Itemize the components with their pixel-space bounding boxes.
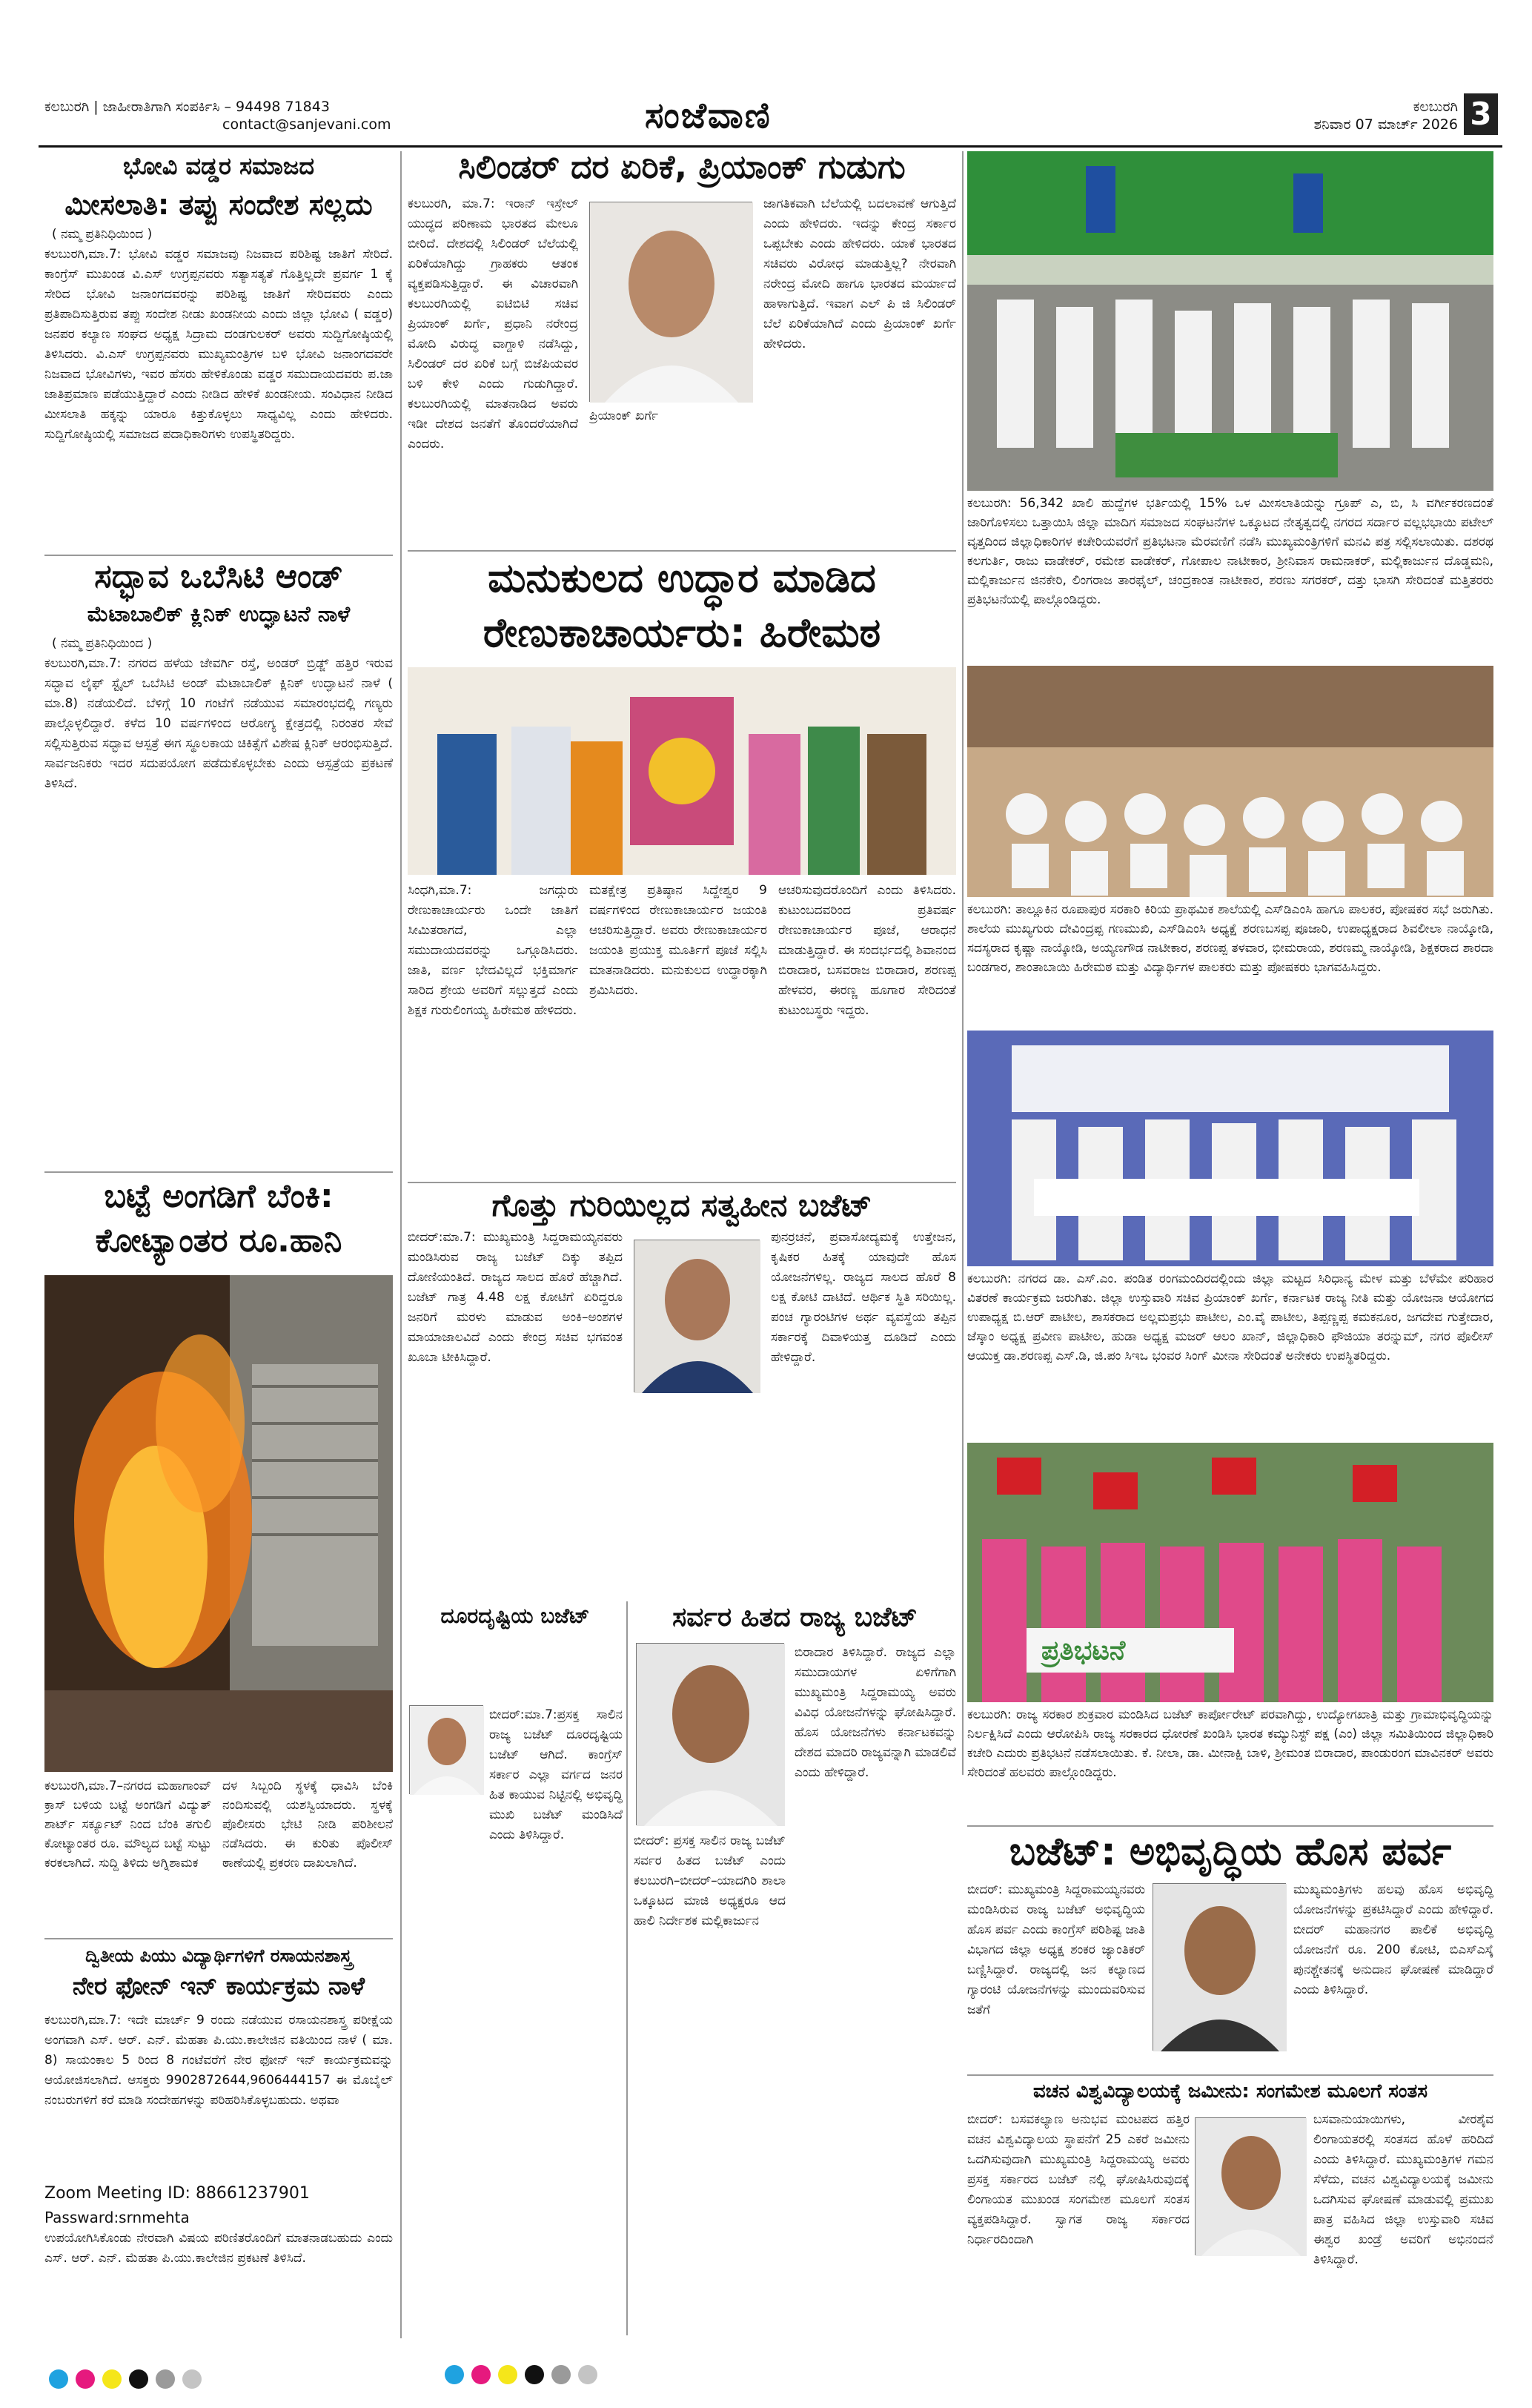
yellow-dot: [102, 2369, 122, 2389]
bhovi-kicker: ಭೋವಿ ವಡ್ಡರ ಸಮಾಜದ: [122, 152, 315, 180]
pu-zoom-id: Zoom Meeting ID: 88661237901: [44, 2184, 310, 2203]
protest-caption: ಕಲಬುರಗಿ: 56,342 ಖಾಲಿ ಹುದ್ದೆಗಳ ಭರ್ತಿಯಲ್ಲಿ 15% ಒಳ ಮೀಸಲಾತಿಯನ್ನು ಗ್ರೂಪ್ ಎ, ಬಿ, ಸಿ ವರ್ಗೀಕರಣದಂತೆ ಜಾರಿಗೊಳಿಸಲು ಒತ್ತಾಯಿಸಿ ಜಿಲ್ಲಾ ಮಾದಿಗ ಸಮಾಜದ ಸಂಘಟನೆಗಳ ಒಕ್ಕೂಟದ ನೇತೃತ್ವದಲ್ಲಿ ನಗರದ ಸರ್ದಾರ ವಲ್ಲಭಭಾಯಿ ಪಟೇಲ್ ವೃತ್ತದಿಂದ ಜಿಲ್ಲಾಧಿಕಾರಿಗಳ ಕಚೇರಿಯವರೆಗೆ ಪ್ರತಿಭಟನಾ ಮೆರವಣಿಗೆ ನಡೆಸಿ ಮುಖ್ಯಮಂತ್ರಿಗಳಿಗೆ ಮನವಿ ಪತ್ರ ಸಲ್ಲಿಸಲಾಯಿತು. ದಶರಥ ಕಲಗುರ್ತಿ, ರಾಜು ವಾಡೇಕರ್, ರಮೇಶ ವಾಡೇಕರ್, ಗೋಪಾಲ ನಾಟೀಕಾರ, ಶ್ರೀನಿವಾಸ ರಾಮನಾಕರ್, ಮಲ್ಲಿಕಾರ್ಜುನ ದೊಡ್ಡಮನಿ, ಮಲ್ಲಿಕಾರ್ಜುನ ಜಿನಕೇರಿ, ಲಿಂಗರಾಜ ತಾರಫೈಲ್, ಚಂದ್ರಕಾಂತ ನಾಟೀಕಾರ, ಶರಣು ಸಗರಕರ್, ದತ್ತು ಭಾಸಗಿ ಸೇರಿದಂತೆ ಮತ್ತಿತರರು ಪ್ರತಿಭಟನೆಯಲ್ಲಿ ಪಾಲ್ಗೊಂಡಿದ್ದರು.: [967, 496, 1493, 607]
page-number: 3: [1464, 93, 1498, 135]
grey-dot: [551, 2365, 571, 2384]
renuka-body-a: ಸಿಂಧಗಿ,ಮಾ.7: ಜಗದ್ಗುರು ರೇಣುಕಾಚಾರ್ಯರು ಒಂದೇ ಜಾತಿಗೆ ಸೀಮಿತರಾಗದೆ, ಎಲ್ಲಾ ಸಮುದಾಯದವರನ್ನು ಒಗ್ಗೂಡಿಸಿದರು. ಜಾತಿ, ವರ್ಣ ಭೇದವಿಲ್ಲದೆ ಭಕ್ತಿಮಾರ್ಗ ಸಾರಿದ ಶ್ರೇಯ ಅವರಿಗೆ ಸಲ್ಲುತ್ತದೆ ಎಂದು ಶಿಕ್ಷಕ ಗುರುಲಿಂಗಯ್ಯ ಹಿರೇಮಠ ಹೇಳಿದರು.: [408, 883, 578, 1018]
school-photo: [967, 666, 1493, 897]
fire-caption-b: ದಳ ಸಿಬ್ಬಂದಿ ಸ್ಥಳಕ್ಕೆ ಧಾವಿಸಿ ಬೆಂಕಿ ನಂದಿಸುವಲ್ಲಿ ಯಶಸ್ವಿಯಾದರು. ಸ್ಥಳಕ್ಕೆ ಪೊಲೀಸರು ಭೇಟಿ ನೀಡಿ ಪರಿಶೀಲನೆ ನಡೆಸಿದರು. ಈ ಕುರಿತು ಪೊಲೀಸ್ ಠಾಣೆಯಲ್ಲಿ ಪ್ರಕರಣ ದಾಖಲಾಗಿದೆ.: [222, 1779, 393, 1870]
khuba-photo: [634, 1240, 760, 1392]
group-photo-graphic: [408, 667, 956, 875]
fire-photo: [44, 1275, 393, 1772]
column-rule: [962, 151, 964, 1775]
black-dot: [525, 2365, 544, 2384]
pu-password: Passward:srnmehta: [44, 2209, 190, 2226]
renuka-headline-1: ಮನುಕುಲದ ಉದ್ಧಾರ ಮಾಡಿದ: [488, 555, 876, 601]
masthead-email: contact@sanjevani.com: [222, 116, 391, 133]
masthead-left: [44, 98, 391, 133]
renuka-headline-2: ರೇಣುಕಾಚಾರ್ಯರು: ಹಿರೇಮಠ: [483, 609, 881, 656]
portrait-graphic: [1153, 1884, 1287, 2051]
durdrushti-body-text: ಬೀದರ್:ಮಾ.7:ಪ್ರಸಕ್ತ ಸಾಲಿನ ರಾಜ್ಯ ಬಜೆಟ್ ದೂರದೃಷ್ಟಿಯ ಬಜೆಟ್ ಆಗಿದೆ. ಕಾಂಗ್ರೆಸ್ ಸರ್ಕಾರ ಎಲ್ಲಾ ವರ್ಗದ ಜನರ ಹಿತ ಕಾಯುವ ನಿಟ್ಟಿನಲ್ಲಿ ಅಭಿವೃದ್ಧಿ ಮುಖಿ ಬಜೆಟ್ ಮಂಡಿಸಿದೆ ಎಂದು ತಿಳಿಸಿದ್ದಾರೆ.: [489, 1707, 623, 1842]
pu-body: ಕಲಬುರಗಿ,ಮಾ.7: ಇದೇ ಮಾರ್ಚ್ 9 ರಂದು ನಡೆಯುವ ರಸಾಯನಶಾಸ್ತ್ರ ಪರೀಕ್ಷೆಯ ಅಂಗವಾಗಿ ಎಸ್. ಆರ್. ಎನ್. ಮೆಹತಾ ಪಿ.ಯು.ಕಾಲೇಜಿನ ವತಿಯಿಂದ ನಾಳೆ ( ಮಾ. 8) ಸಾಯಂಕಾಲ 5 ರಿಂದ 8 ಗಂಟೆವರೆಗೆ ನೇರ ಫೋನ್ ಇನ್ ಕಾರ್ಯಕ್ರಮವನ್ನು ಆಯೋಜಿಸಲಾಗಿದೆ. ಆಸಕ್ತರು 9902872644,9606444157 ಈ ಮೊಬೈಲ್ ನಂಬರುಗಳಿಗೆ ಕರೆ ಮಾಡಿ ಸಂದೇಹಗಳನ್ನು ಪರಿಹರಿಸಿಕೊಳ್ಳಬಹುದು. ಅಥವಾ: [44, 2013, 393, 2108]
budget-weak-headline: ಗೊತ್ತು ಗುರಿಯಿಲ್ಲದ ಸತ್ವಹೀನ ಬಜೆಟ್: [491, 1187, 872, 1223]
sadbhav-subhead: ಮೆಟಾಬಾಲಿಕ್ ಕ್ಲಿನಿಕ್ ಉದ್ಘಾಟನೆ ನಾಳೆ: [87, 601, 351, 626]
cyan-dot: [49, 2369, 68, 2389]
sarvara-body-a: ಬೀದರ್: ಪ್ರಸಕ್ತ ಸಾಲಿನ ರಾಜ್ಯ ಬಜೆಟ್ ಸರ್ವರ ಹಿತದ ಬಜೆಟ್ ಎಂದು ಕಲಬುರಗಿ–ಬೀದರ್–ಯಾದಗಿರಿ ಶಾಲಾ ಒಕ್ಕೂಟದ ಮಾಜಿ ಅಧ್ಯಕ್ಷರೂ ಆದ ಹಾಲಿ ನಿರ್ದೇಶಕ ಮಲ್ಲಿಕಾರ್ಜುನ: [634, 1833, 786, 1928]
portrait-graphic: [590, 202, 753, 403]
rally-caption: ಕಲಬುರಗಿ: ರಾಜ್ಯ ಸರಕಾರ ಶುಕ್ರವಾರ ಮಂಡಿಸಿದ ಬಜೆಟ್ ಕಾರ್ಪೋರೇಟ್ ಪರವಾಗಿದ್ದು, ಉದ್ಯೋಗಖಾತ್ರಿ ಮತ್ತು ಗ್ರಾಮಾಭಿವೃದ್ಧಿಯನ್ನು ನಿರ್ಲಕ್ಷಿಸಿದೆ ಎಂದು ಆರೋಪಿಸಿ ರಾಜ್ಯ ಸರಕಾರದ ಧೋರಣೆ ಖಂಡಿಸಿ ಭಾರತ ಕಮ್ಯುನಿಸ್ಟ್ ಪಕ್ಷ (ಎಂ) ಜಿಲ್ಲಾ ಸಮಿತಿಯಿಂದ ಜಿಲ್ಲಾಧಿಕಾರಿ ಕಚೇರಿ ಎದುರು ಪ್ರತಿಭಟನೆ ನಡೆಸಲಾಯಿತು. ಕೆ. ನೀಲಾ, ಡಾ. ಮೀನಾಕ್ಷಿ ಬಾಳಿ, ಶ್ರೀಮಂತ ಬಿರಾದಾರ, ಪಾಂಡುರಂಗ ಮಾವಿನಕರ್ ಅವರು ಸೇರಿದಂತೆ ಹಲವರು ಪಾಲ್ಗೊಂಡಿದ್ದರು.: [967, 1707, 1493, 1780]
event-photo: [967, 1031, 1493, 1266]
pu-headline-1: ದ್ವಿತೀಯ ಪಿಯು ವಿದ್ಯಾರ್ಥಿಗಳಿಗೆ ರಸಾಯನಶಾಸ್ತ್ರ: [85, 1945, 352, 1966]
cylinder-headline: ಸಿಲಿಂಡರ್ ದರ ಏರಿಕೆ, ಪ್ರಿಯಾಂಕ್ ಗುಡುಗು: [458, 148, 906, 186]
portrait-graphic: [634, 1240, 760, 1393]
school-caption: ಕಲಬುರಗಿ: ತಾಲ್ಲೂಕಿನ ರೂಪಾಪುರ ಸರಕಾರಿ ಕಿರಿಯ ಪ್ರಾಥಮಿಕ ಶಾಲೆಯಲ್ಲಿ ಎಸ್‌ಡಿಎಂಸಿ ಹಾಗೂ ಪಾಲಕರ, ಪೋಷಕರ ಸಭೆ ಜರುಗಿತು. ಶಾಲೆಯ ಮುಖ್ಯಗುರು ದೇವಿಂದ್ರಪ್ಪ ಗಣಮುಖಿ, ಎಸ್‌ಡಿಎಂಸಿ ಅಧ್ಯಕ್ಷೆ ಶರಣಬಸಪ್ಪ ಪೂಜಾರಿ, ಉಪಾಧ್ಯಕ್ಷರಾದ ಶಿವಲೀಲಾ ನಾಯ್ಕೋಡಿ, ಸದಸ್ಯರಾದ ಕೃಷ್ಣಾ ನಾಯ್ಕೋಡಿ, ಅಯ್ಯಣಗೌಡ ನಾಟೀಕಾರ, ಶರಣಪ್ಪ ತಳವಾರ, ಭೀಮರಾಯ, ಶರಣಮ್ಮ ನಾಯ್ಕೋಡಿ, ಶಿಕ್ಷಕರಾದ ಶಾರದಾ ಬಂಡಗಾರ, ಶಾಂತಾಬಾಯಿ ಹಿರೇಮಠ ಮತ್ತು ವಿದ್ಯಾರ್ಥಿಗಳ ಪಾಲಕರು ಮತ್ತು ಪೋಷಕರು ಭಾಗವಹಿಸಿದ್ದರು.: [967, 902, 1493, 975]
vachana-body-b: ಬಸವಾನುಯಾಯಿಗಳು, ವೀರಶೈವ ಲಿಂಗಾಯತರಲ್ಲಿ ಸಂತಸದ ಹೊಳೆ ಹರಿದಿದೆ ಎಂದು ತಿಳಿಸಿದ್ದಾರೆ. ಮುಖ್ಯಮಂತ್ರಿಗಳ ಗಮನ ಸೆಳೆದು, ವಚನ ವಿಶ್ವವಿದ್ಯಾಲಯಕ್ಕೆ ಜಮೀನು ಒದಗಿಸುವ ಘೋಷಣೆ ಮಾಡುವಲ್ಲಿ ಪ್ರಮುಖ ಪಾತ್ರ ವಹಿಸಿದ ಜಿಲ್ಲಾ ಉಸ್ತುವಾರಿ ಸಚಿವ ಈಶ್ವರ ಖಂಡ್ರೆ ಅವರಿಗೆ ಅಭಿನಂದನೆ ತಿಳಿಸಿದ್ದಾರೆ.: [1313, 2112, 1493, 2267]
bhovi-headline: ಮೀಸಲಾತಿ: ತಪ್ಪು ಸಂದೇಶ ಸಲ್ಲದು: [64, 188, 373, 221]
divider: [44, 1938, 393, 1939]
budget-weak-body-a: ಬೀದರ್:ಮಾ.7: ಮುಖ್ಯಮಂತ್ರಿ ಸಿದ್ದರಾಮಯ್ಯನವರು ಮಂಡಿಸಿರುವ ರಾಜ್ಯ ಬಜೆಟ್ ದಿಕ್ಕು ತಪ್ಪಿದ ದೋಣಿಯಂತಿದೆ. ರಾಜ್ಯದ ಸಾಲದ ಹೊರೆ ಹೆಚ್ಚಾಗಿದೆ. ಬಜೆಟ್ ಗಾತ್ರ 4.48 ಲಕ್ಷ ಕೋಟಿಗೆ ಏರಿದ್ದರೂ ಜನರಿಗೆ ಮರಳು ಮಾಡುವ ಅಂಕಿ–ಅಂಶಗಳ ಮಾಯಾಜಾಲವಿದೆ ಎಂದು ಕೇಂದ್ರ ಸಚಿವ ಭಗವಂತ ಖೂಬಾ ಟೀಕಿಸಿದ್ದಾರೆ.: [408, 1230, 623, 1365]
black-dot: [129, 2369, 148, 2389]
protest-photo-graphic: [967, 151, 1493, 491]
registration-dots-left: [49, 2369, 202, 2389]
sarvara-photo: [636, 1643, 784, 1825]
fire-headline-1: ಬಟ್ಟೆ ಅಂಗಡಿಗೆ ಬೆಂಕಿ:: [104, 1177, 334, 1215]
sangamesh-photo: [1195, 2117, 1306, 2255]
divider: [44, 1171, 393, 1173]
yellow-dot: [498, 2365, 517, 2384]
sarvara-body-b: ಬಿರಾದಾರ ತಿಳಿಸಿದ್ದಾರೆ. ರಾಜ್ಯದ ಎಲ್ಲಾ ಸಮುದಾಯಗಳ ಏಳಿಗೆಗಾಗಿ ಮುಖ್ಯಮಂತ್ರಿ ಸಿದ್ದರಾಮಯ್ಯ ಅವರು ವಿವಿಧ ಯೋಜನೆಗಳನ್ನು ಘೋಷಿಸಿದ್ದಾರೆ. ಹೊಸ ಯೋಜನೆಗಳು ಕರ್ನಾಟಕವನ್ನು ದೇಶದ ಮಾದರಿ ರಾಜ್ಯವನ್ನಾಗಿ ಮಾಡಲಿವೆ ಎಂದು ಹೇಳಿದ್ದಾರೆ.: [795, 1645, 956, 1780]
grey-dot: [182, 2369, 202, 2389]
event-caption: ಕಲಬುರಗಿ: ನಗರದ ಡಾ. ಎಸ್.ಎಂ. ಪಂಡಿತ ರಂಗಮಂದಿರದಲ್ಲಿಂದು ಜಿಲ್ಲಾ ಮಟ್ಟದ ಸಿರಿಧಾನ್ಯ ಮೇಳ ಮತ್ತು ಬೆಳೆಮೇ ಪರಿಹಾರ ವಿತರಣೆ ಕಾರ್ಯಕ್ರಮ ಜರುಗಿತು. ಜಿಲ್ಲಾ ಉಸ್ತುವಾರಿ ಸಚಿವ ಪ್ರಿಯಾಂಕ್ ಖರ್ಗೆ, ಕರ್ನಾಟಕ ರಾಜ್ಯ ನೀತಿ ಮತ್ತು ಯೋಜನಾ ಆಯೋಗದ ಉಪಾಧ್ಯಕ್ಷ ಬಿ.ಆರ್ ಪಾಟೀಲ, ಶಾಸಕರಾದ ಅಲ್ಲಮಪ್ರಭು ಪಾಟೀಲ, ಎಂ.ವೈ ಪಾಟೀಲ, ತಿಪ್ಪಣ್ಣಪ್ಪ ಕಮಕನೂರ, ಜಗದೇವ ಗುತ್ತೇದಾರ, ಜೆಸ್ಕಾಂ ಅಧ್ಯಕ್ಷ ಪ್ರವೀಣ ಪಾಟೀಲ, ಹುಡಾ ಅಧ್ಯಕ್ಷ ಮಜರ್ ಆಲಂ ಖಾನ್, ಜಿಲ್ಲಾಧಿಕಾರಿ ಫೌಜಿಯಾ ತರನ್ನುಮ್, ನಗರ ಪೊಲೀಸ್ ಆಯುಕ್ತ ಡಾ.ಶರಣಪ್ಪ ಎಸ್.ಡಿ, ಜಿ.ಪಂ ಸಿಇಒ ಭಂವರ ಸಿಂಗ್ ಮೀನಾ ಸೇರಿದಂತೆ ಅನೇಕರು ಉಪಸ್ಥಿತರಿದ್ದರು.: [967, 1271, 1493, 1363]
masthead-right: [1314, 98, 1458, 133]
priyank-photo: [589, 202, 752, 402]
sadbhav-headline: ಸದ್ಭಾವ ಒಬೆಸಿಟಿ ಆಂಡ್: [94, 558, 343, 595]
durdrushti-headline: ದೂರದೃಷ್ಟಿಯ ಬಜೆಟ್: [440, 1604, 590, 1628]
magenta-dot: [76, 2369, 95, 2389]
renuka-body-b: ಮತಕ್ಷೇತ್ರ ಪ್ರತಿಷ್ಠಾನ ಸಿದ್ದೇಶ್ವರ 9 ವರ್ಷಗಳಿಂದ ರೇಣುಕಾಚಾರ್ಯರ ಜಯಂತಿ ಆಚರಿಸುತ್ತಿದ್ದಾರೆ. ಅವರು ರೇಣುಕಾಚಾರ್ಯರ ಜಯಂತಿ ಪ್ರಯುಕ್ತ ಮೂರ್ತಿಗೆ ಪೂಜೆ ಸಲ್ಲಿಸಿ ಮಾತನಾಡಿದರು. ಮನುಕುಲದ ಉದ್ಧಾರಕ್ಕಾಗಿ ಶ್ರಮಿಸಿದರು.: [589, 883, 767, 998]
portrait-graphic: [1196, 2118, 1307, 2256]
protest-photo: [967, 151, 1493, 491]
fire-caption-a: ಕಲಬುರಗಿ,ಮಾ.7–ನಗರದ ಮಹಾಗಾಂವ್ ಕ್ರಾಸ್ ಬಳಿಯ ಬಟ್ಟೆ ಅಂಗಡಿಗೆ ವಿದ್ಯುತ್ ಶಾರ್ಟ್ ಸರ್ಕ್ಯೂಟ್ ನಿಂದ ಬೆಂಕಿ ತಗುಲಿ ಕೋಟ್ಯಾಂತರ ರೂ. ಮೌಲ್ಯದ ಬಟ್ಟೆ ಸುಟ್ಟು ಕರಕಲಾಗಿದೆ. ಸುದ್ದಿ ತಿಳಿದು ಅಗ್ನಿಶಾಮಕ: [44, 1779, 211, 1870]
bhovi-body: ಕಲಬುರಗಿ,ಮಾ.7: ಭೋವಿ ವಡ್ಡರ ಸಮಾಜವು ನಿಜವಾದ ಪರಿಶಿಷ್ಟ ಜಾತಿಗೆ ಸೇರಿದೆ. ಕಾಂಗ್ರೆಸ್ ಮುಖಂಡ ವಿ.ಎಸ್ ಉಗ್ರಪ್ಪನವರು ಸತ್ಯಾಸತ್ಯತೆ ಗೊತ್ತಿಲ್ಲದೇ ಪ್ರವರ್ಗ 1 ಕ್ಕೆ ಸೇರಿದ ಭೋವಿ ಜನಾಂಗದವರನ್ನು ಪರಿಶಿಷ್ಟ ಜಾತಿಗೆ ಸೇರಿದವರು ಎಂದು ಪ್ರತಿಪಾದಿಸುತ್ತಿರುವ ತಪ್ಪು ಸಂದೇಶ ನೀಡು ಖಂಡನೀಯ ಎಂದು ಜಿಲ್ಲಾ ಭೋವಿ ( ವಡ್ಡರ) ಜನಪರ ಕಲ್ಯಾಣ ಸಂಘದ ಅಧ್ಯಕ್ಷ ಸಿದ್ರಾಮ ದಂಡಗುಲಕರ್ ಅವರು ಸುದ್ದಿಗೋಷ್ಠಿಯಲ್ಲಿ ತಿಳಿಸಿದರು. ವಿ.ಎಸ್ ಉಗ್ರಪ್ಪನವರು ಮುಖ್ಯಮಂತ್ರಿಗಳ ಬಳಿ ಭೋವಿ ಜನಾಂಗದವರೇ ನಿಜವಾದ ಭೋವಿಗಳು, ಇವರ ಹೆಸರು ಹೇಳಿಕೊಂಡು ವಡ್ಡರ ಸಮುದಾಯದವರು ಪ.ಜಾ ಜಾತಿಪ್ರಮಾಣ ಪಡೆಯುತ್ತಿದ್ದಾರೆ ಎಂದು ನೀಡಿದ ಹೇಳಿಕೆ ಖಂಡನೀಯ. ಸಂವಿಧಾನ ನೀಡಿದ ಮೀಸಲಾತಿ ಹಕ್ಕನ್ನು ಯಾರೂ ಕಿತ್ತುಕೊಳ್ಳಲು ಸಾಧ್ಯವಿಲ್ಲ ಎಂದು ಹೇಳಿದರು. ಸುದ್ದಿಗೋಷ್ಠಿಯಲ್ಲಿ ಸಮಾಜದ ಪದಾಧಿಕಾರಿಗಳು ಉಪಸ್ಥಿತರಿದ್ದರು.: [44, 247, 393, 442]
column-rule: [626, 1601, 628, 2335]
budget-weak-body-b: ಪುನರ್ರಚನೆ, ಪ್ರವಾಸೋದ್ಯಮಕ್ಕೆ ಉತ್ತೇಜನ, ಕೃಷಿಕರ ಹಿತಕ್ಕೆ ಯಾವುದೇ ಹೊಸ ಯೋಜನೆಗಳಿಲ್ಲ. ರಾಜ್ಯದ ಸಾಲದ ಹೊರೆ 8 ಲಕ್ಷ ಕೋಟಿ ದಾಟಿದೆ. ಆರ್ಥಿಕ ಸ್ಥಿತಿ ಸರಿಯಿಲ್ಲ. ಪಂಚ ಗ್ಯಾರಂಟಿಗಳ ಅರ್ಥ ವ್ಯವಸ್ಥೆಯ ತಪ್ಪಿನ ಸರ್ಕಾರಕ್ಕೆ ದಿವಾಳಿಯತ್ತ ದೂಡಿದೆ ಎಂದು ಹೇಳಿದ್ದಾರೆ.: [771, 1230, 956, 1365]
rally-photo-graphic: [967, 1443, 1493, 1702]
renuka-photo: [408, 667, 956, 875]
shankar-photo: [1153, 1883, 1286, 2051]
column-rule: [400, 151, 402, 2338]
pu-tail: ಉಪಯೋಗಿಸಿಕೊಂಡು ನೇರವಾಗಿ ವಿಷಯ ಪರಿಣಿತರೊಂದಿಗೆ ಮಾತನಾಡಬಹುದು ಎಂದು ಎಸ್. ಆರ್. ಎನ್. ಮೆಹತಾ ಪಿ.ಯು.ಕಾಲೇಜಿನ ಪ್ರಕಟಣೆ ತಿಳಿಸಿದೆ.: [44, 2231, 393, 2266]
abhivruddhi-body-b: ಮುಖ್ಯಮಂತ್ರಿಗಳು ಹಲವು ಹೊಸ ಅಭಿವೃದ್ಧಿ ಯೋಜನೆಗಳನ್ನು ಪ್ರಕಟಿಸಿದ್ದಾರೆ ಎಂದು ಹೇಳಿದ್ದಾರೆ. ಬೀದರ್ ಮಹಾನಗರ ಪಾಲಿಕೆ ಅಭಿವೃದ್ಧಿ ಯೋಜನೆಗೆ ರೂ. 200 ಕೋಟಿ, ಬಿಎಸ್ಎಸ್ಕೆ ಪುನಶ್ಚೇತನಕ್ಕೆ ಅನುದಾನ ಘೋಷಣೆ ಮಾಡಿದ್ದಾರೆ ಎಂದು ತಿಳಿಸಿದ್ದಾರೆ.: [1293, 1882, 1493, 1997]
masthead-title: ಸಂಜೆವಾಣಿ: [645, 95, 772, 136]
durdrushti-body: [408, 1634, 623, 2338]
abhivruddhi-headline: ಬಜೆಟ್: ಅಭಿವೃದ್ಧಿಯ ಹೊಸ ಪರ್ವ: [1009, 1830, 1452, 1874]
divider: [967, 1825, 1493, 1827]
masthead-contact: ಕಲಬುರಗಿ | ಜಾಹೀರಾತಿಗಾಗಿ ಸಂಪರ್ಕಿಸಿ – 94498 71843: [44, 99, 330, 115]
vachana-body-a: ಬೀದರ್: ಬಸವಕಲ್ಯಾಣ ಅನುಭವ ಮಂಟಪದ ಹತ್ತಿರ ವಚನ ವಿಶ್ವವಿದ್ಯಾಲಯ ಸ್ಥಾಪನೆಗೆ 25 ಎಕರೆ ಜಮೀನು ಒದಗಿಸುವುದಾಗಿ ಮುಖ್ಯಮಂತ್ರಿ ಸಿದ್ದರಾಮಯ್ಯ ಅವರು ಪ್ರಸಕ್ತ ಸರ್ಕಾರದ ಬಜೆಟ್ ನಲ್ಲಿ ಘೋಷಿಸಿರುವುದಕ್ಕೆ ಲಿಂಗಾಯತ ಮುಖಂಡ ಸಂಗಮೇಶ ಮೂಲಗೆ ಸಂತಸ ವ್ಯಕ್ತಪಡಿಸಿದ್ದಾರೆ. ಸ್ವಾಗತ ರಾಜ್ಯ ಸರ್ಕಾರದ ನಿರ್ಧಾರದಿಂದಾಗಿ: [967, 2112, 1190, 2247]
masthead-rule: [39, 145, 1502, 148]
portrait-graphic: [637, 1644, 785, 1826]
grey-dot: [156, 2369, 175, 2389]
magenta-dot: [471, 2365, 491, 2384]
abhivruddhi-body-a: ಬೀದರ್: ಮುಖ್ಯಮಂತ್ರಿ ಸಿದ್ದರಾಮಯ್ಯನವರು ಮಂಡಿಸಿರುವ ರಾಜ್ಯ ಬಜೆಟ್ ಅಭಿವೃದ್ಧಿಯ ಹೊಸ ಪರ್ವ ಎಂದು ಕಾಂಗ್ರೆಸ್ ಪರಿಶಿಷ್ಟ ಜಾತಿ ವಿಭಾಗದ ಜಿಲ್ಲಾ ಅಧ್ಯಕ್ಷ ಶಂಕರ ಜ್ಯಾಂತಿಕರ್ ಬಣ್ಣಿಸಿದ್ದಾರೆ. ರಾಜ್ಯದಲ್ಲಿ ಜನ ಕಲ್ಯಾಣದ ಗ್ಯಾರಂಟಿ ಯೋಜನೆಗಳನ್ನು ಮುಂದುವರಿಸುವ ಜತೆಗೆ: [967, 1882, 1145, 2017]
cylinder-body-b: ಜಾಗತಿಕವಾಗಿ ಬೆಲೆಯಲ್ಲಿ ಬದಲಾವಣೆ ಆಗುತ್ತಿದೆ ಎಂದು ಹೇಳಿದರು. ಇದನ್ನು ಕೇಂದ್ರ ಸರ್ಕಾರ ಒಪ್ಪಬೇಕು ಎಂದು ಹೇಳಿದರು. ಯಾಕೆ ಭಾರತದ ಸಚಿವರು ವಿರೋಧ ಮಾಡುತ್ತಿಲ್ಲ? ನೇರವಾಗಿ ನರೇಂದ್ರ ಮೋದಿ ಹಾಗೂ ಭಾರತದ ಮರ್ಯಾದೆ ಹಾಳಾಗುತ್ತಿದೆ. ಇವಾಗ ಎಲ್ ಪಿ ಜಿ ಸಿಲಿಂಡರ್ ಬೆಲೆ ಏರಿಕೆಯಾಗಿದೆ ಎಂದು ಪ್ರಿಯಾಂಕ್ ಖರ್ಗೆ ಹೇಳಿದರು.: [763, 196, 956, 351]
fire-photo-graphic: [44, 1275, 393, 1772]
masthead-date: ಶನಿವಾರ 07 ಮಾರ್ಚ್ 2026: [1313, 116, 1458, 133]
sarvara-headline: ಸರ್ವರ ಹಿತದ ರಾಜ್ಯ ಬಜೆಟ್: [672, 1602, 918, 1633]
rally-photo: [967, 1443, 1493, 1702]
sadbhav-byline: ( ನಮ್ಮ ಪ್ರತಿನಿಧಿಯಿಂದ ): [52, 636, 153, 651]
sadbhav-body: ಕಲಬುರಗಿ,ಮಾ.7: ನಗರದ ಹಳೆಯ ಜೇವರ್ಗಿ ರಸ್ತೆ, ಅಂಡರ್ ಬ್ರಿಡ್ಜ್ ಹತ್ತಿರ ಇರುವ ಸದ್ಭಾವ ಲೈಫ್ ಸ್ಟೈಲ್ ಒಬೆಸಿಟಿ ಅಂಡ್ ಮೆಟಾಬಾಲಿಕ್ ಕ್ಲಿನಿಕ್ ಉದ್ಘಾಟನೆ ನಾಳೆ ( ಮಾ.8) ನಡೆಯಲಿದೆ. ಬೆಳಿಗ್ಗೆ 10 ಗಂಟೆಗೆ ನಡೆಯುವ ಸಮಾರಂಭದಲ್ಲಿ ಗಣ್ಯರು ಪಾಲ್ಗೊಳ್ಳಲಿದ್ದಾರೆ. ಕಳೆದ 10 ವರ್ಷಗಳಿಂದ ಆರೋಗ್ಯ ಕ್ಷೇತ್ರದಲ್ಲಿ ನಿರಂತರ ಸೇವೆ ಸಲ್ಲಿಸುತ್ತಿರುವ ಸದ್ಭಾವ ಆಸ್ಪತ್ರೆ ಈಗ ಸ್ಥೂಲಕಾಯ ಚಿಕಿತ್ಸೆಗೆ ವಿಶೇಷ ಕ್ಲಿನಿಕ್ ಆರಂಭಿಸುತ್ತಿದೆ. ಸಾರ್ವಜನಿಕರು ಇದರ ಸದುಪಯೋಗ ಪಡೆದುಕೊಳ್ಳಬೇಕು ಎಂದು ಆಸ್ಪತ್ರೆಯ ಪ್ರಕಟಣೆ ತಿಳಿಸಿದೆ.: [44, 656, 393, 791]
cylinder-body-a: ಕಲಬುರಗಿ, ಮಾ.7: ಇರಾನ್ ಇಸ್ರೇಲ್ ಯುದ್ಧದ ಪರಿಣಾಮ ಭಾರತದ ಮೇಲೂ ಬೀರಿದೆ. ದೇಶದಲ್ಲಿ ಸಿಲಿಂಡರ್ ಬೆಲೆಯಲ್ಲಿ ಏರಿಕೆಯಾಗಿದ್ದು ಗ್ರಾಹಕರು ಆತಂಕ ವ್ಯಕ್ತಪಡಿಸುತ್ತಿದ್ದಾರೆ. ಈ ವಿಚಾರವಾಗಿ ಕಲಬುರಗಿಯಲ್ಲಿ ಐಟಿಬಿಟಿ ಸಚಿವ ಪ್ರಿಯಾಂಕ್ ಖರ್ಗೆ, ಪ್ರಧಾನಿ ನರೇಂದ್ರ ಮೋದಿ ವಿರುದ್ಧ ವಾಗ್ದಾಳಿ ನಡೆಸಿದ್ದು, ಸಿಲಿಂಡರ್ ದರ ಏರಿಕೆ ಬಗ್ಗೆ ಬಿಜೆಪಿಯವರ ಬಳಿ ಕೇಳಿ ಎಂದು ಗುಡುಗಿದ್ದಾರೆ. ಕಲಬುರಗಿಯಲ್ಲಿ ಮಾತನಾಡಿದ ಅವರು ಇಡೀ ದೇಶದ ಜನತೆಗೆ ತೊಂದರೆಯಾಗಿದೆ ಎಂದರು.: [408, 196, 578, 452]
cylinder-photo-caption-text: ಪ್ರಿಯಾಂಕ್ ಖರ್ಗೆ: [589, 408, 659, 423]
renuka-body-c: ಆಚರಿಸುವುದರೊಂದಿಗೆ ಎಂದು ತಿಳಿಸಿದರು. ಕುಟುಂಬದವರಿಂದ ಪ್ರತಿವರ್ಷ ರೇಣುಕಾಚಾರ್ಯರ ಪೂಜೆ, ಆರಾಧನೆ ಮಾಡುತ್ತಿದ್ದಾರೆ. ಈ ಸಂದರ್ಭದಲ್ಲಿ ಶಿವಾನಂದ ಬಿರಾದಾರ, ಬಸವರಾಜ ಬಿರಾದಾರ, ಶರಣಪ್ಪ ಹೇಳವರ, ಈರಣ್ಣ ಹೂಗಾರ ಸೇರಿದಂತೆ ಕುಟುಂಬಸ್ಥರು ಇದ್ದರು.: [778, 883, 956, 1018]
bhovi-byline: ( ನಮ್ಮ ಪ್ರತಿನಿಧಿಯಿಂದ ): [52, 227, 153, 242]
event-photo-graphic: [967, 1031, 1493, 1266]
rally-banner-text: ಪ್ರತಿಭಟನೆ: [1041, 1635, 1126, 1666]
divider: [44, 555, 393, 556]
divider: [408, 550, 956, 552]
school-photo-graphic: [967, 666, 1493, 897]
grey-dot: [578, 2365, 597, 2384]
pu-headline-2: ನೇರ ಫೋನ್ ಇನ್ ಕಾರ್ಯಕ್ರಮ ನಾಳೆ: [72, 1971, 365, 2000]
masthead-city: ಕಲಬುರಗಿ: [1413, 99, 1458, 115]
divider: [408, 1182, 956, 1183]
cyan-dot: [445, 2365, 464, 2384]
vachana-headline: ವಚನ ವಿಶ್ವವಿದ್ಯಾಲಯಕ್ಕೆ ಜಮೀನು: ಸಂಗಮೇಶ ಮೂಲಗೆ ಸಂತಸ: [1032, 2080, 1428, 2103]
registration-dots-center: [445, 2365, 597, 2384]
fire-headline-2: ಕೋಟ್ಯಾಂತರ ರೂ.ಹಾನಿ: [95, 1222, 342, 1260]
